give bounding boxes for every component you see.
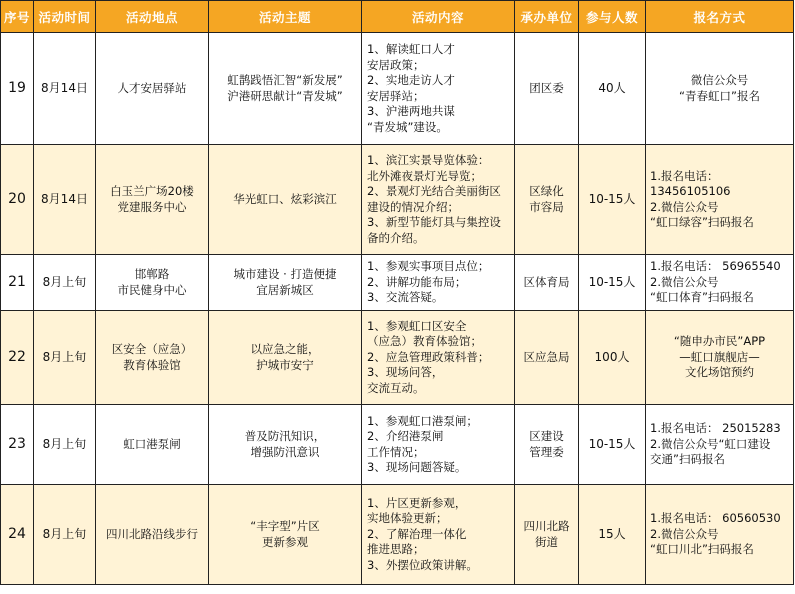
signup-line: 2.微信公众号 xyxy=(650,526,719,541)
cell-content xyxy=(362,311,515,405)
content-line: 交流互动。 xyxy=(367,380,425,395)
organizer-line: 街道 xyxy=(535,534,558,549)
cell-theme xyxy=(209,311,362,405)
location-line: 区安全（应急） xyxy=(111,342,193,356)
organizer-line: 区体育局 xyxy=(523,274,570,289)
location-line: 虹口港泵闸 xyxy=(123,436,181,451)
cell-signup xyxy=(646,405,794,485)
content-line: 北外滩夜景灯光导览； xyxy=(367,168,482,183)
location-line: 教育体验馆 xyxy=(123,357,181,372)
location-line: 党建服务中心 xyxy=(117,199,187,214)
cell-theme xyxy=(209,145,362,255)
location-line: 白玉兰广场20楼 xyxy=(110,184,194,198)
header-organizer: 承办单位 xyxy=(515,1,579,33)
content-line: 3、沪港两地共谋 xyxy=(367,104,455,118)
cell-signup xyxy=(646,33,794,145)
table-body xyxy=(1,33,794,585)
signup-line: 2.微信公众号“虹口建设 xyxy=(650,436,771,451)
cell-theme xyxy=(209,33,362,145)
cell-content xyxy=(362,255,515,311)
signup-line: “虹口体育”扫码报名 xyxy=(650,290,754,305)
cell-participants: 10-15人 xyxy=(579,145,646,255)
table-row xyxy=(1,405,794,485)
cell-signup xyxy=(646,145,794,255)
cell-signup xyxy=(646,311,794,405)
content-line: 1、参观实事项目点位； xyxy=(367,259,490,274)
signup-line: 1.报名电话： 60560530 xyxy=(650,511,781,526)
cell-signup xyxy=(646,255,794,311)
signup-line: “青春虹口”报名 xyxy=(679,88,760,103)
organizer-line: 管理委 xyxy=(529,444,564,459)
theme-line: 更新参观 xyxy=(262,534,308,549)
table-row xyxy=(1,311,794,405)
cell-participants: 100人 xyxy=(579,311,646,405)
content-line: （应急）教育体验馆； xyxy=(367,334,482,349)
cell-organizer xyxy=(515,311,579,405)
organizer-line: 区绿化 xyxy=(529,184,564,198)
cell-participants: 15人 xyxy=(579,485,646,585)
content-line: 3、现场问答， xyxy=(367,365,444,380)
content-line: 1、参观虹口区安全 xyxy=(367,318,467,333)
cell-seq: 19 xyxy=(1,33,34,145)
organizer-line: 市容局 xyxy=(529,199,564,214)
content-line: 备的介绍。 xyxy=(367,230,425,245)
cell-seq: 24 xyxy=(1,485,34,585)
signup-line: 1.报名电话： 56965540 xyxy=(650,259,781,274)
cell-content xyxy=(362,485,515,585)
theme-line: 宜居新城区 xyxy=(256,282,314,297)
content-line: 2、了解治理一体化 xyxy=(367,526,467,541)
signup-line: “虹口川北”扫码报名 xyxy=(650,542,754,557)
header-location: 活动地点 xyxy=(96,1,209,33)
theme-line: 沪港研思献计“青发城” xyxy=(227,88,343,103)
theme-line: 华光虹口、炫彩滨江 xyxy=(233,191,337,206)
cell-organizer xyxy=(515,33,579,145)
content-line: 建设的情况介绍； xyxy=(367,199,459,214)
cell-date: 8月上旬 xyxy=(34,485,96,585)
theme-line: 虹鹊践悟汇智“新发展” xyxy=(227,73,343,87)
cell-date: 8月14日 xyxy=(34,145,96,255)
organizer-line: 区应急局 xyxy=(523,349,570,364)
signup-line: —虹口旗舰店— xyxy=(679,349,760,364)
cell-content xyxy=(362,145,515,255)
content-line: 实地体验更新； xyxy=(367,511,448,526)
cell-organizer xyxy=(515,255,579,311)
cell-theme xyxy=(209,485,362,585)
signup-line: 2.微信公众号 xyxy=(650,274,719,289)
header-participants: 参与人数 xyxy=(579,1,646,33)
header-seq: 序号 xyxy=(1,1,34,33)
cell-date: 8月14日 xyxy=(34,33,96,145)
cell-theme xyxy=(209,405,362,485)
content-line: 2、讲解功能布局； xyxy=(367,274,467,289)
cell-location xyxy=(96,255,209,311)
cell-participants: 40人 xyxy=(579,33,646,145)
content-line: 2、实地走访人才 xyxy=(367,73,455,87)
location-line: 人才安居驿站 xyxy=(117,80,187,95)
header-theme: 活动主题 xyxy=(209,1,362,33)
header-content: 活动内容 xyxy=(362,1,515,33)
signup-line: 文化场馆预约 xyxy=(685,365,754,380)
content-line: 安居驿站； xyxy=(367,88,425,103)
header-signup: 报名方式 xyxy=(646,1,794,33)
table-header-row xyxy=(1,1,794,33)
cell-organizer xyxy=(515,405,579,485)
table-row xyxy=(1,33,794,145)
cell-location xyxy=(96,405,209,485)
signup-line: 交通”扫码报名 xyxy=(650,452,725,467)
cell-content xyxy=(362,33,515,145)
content-line: 2、介绍港泵闸 xyxy=(367,429,444,443)
location-line: 邯郸路 xyxy=(134,267,170,281)
content-line: 3、交流答疑。 xyxy=(367,290,444,305)
signup-line: 2.微信公众号 xyxy=(650,199,719,214)
content-line: 1、参观虹口港泵闸； xyxy=(367,413,478,428)
cell-location xyxy=(96,33,209,145)
cell-location xyxy=(96,311,209,405)
cell-seq: 21 xyxy=(1,255,34,311)
cell-organizer xyxy=(515,145,579,255)
cell-signup xyxy=(646,485,794,585)
signup-line: “随申办市民”APP xyxy=(673,334,766,349)
cell-participants: 10-15人 xyxy=(579,255,646,311)
content-line: 工作情况； xyxy=(367,444,425,459)
signup-line: 微信公众号 xyxy=(690,73,749,87)
signup-line: 1.报名电话： xyxy=(650,168,719,183)
signup-line: 13456105106 xyxy=(650,184,731,198)
cell-date: 8月上旬 xyxy=(34,405,96,485)
content-line: “青发城”建设。 xyxy=(367,119,448,134)
cell-theme xyxy=(209,255,362,311)
signup-line: “虹口绿容”扫码报名 xyxy=(650,215,754,229)
signup-line: 1.报名电话： 25015283 xyxy=(650,421,781,436)
cell-location xyxy=(96,145,209,255)
table-row xyxy=(1,255,794,311)
theme-line: 以应急之能， xyxy=(250,342,320,356)
content-line: 3、新型节能灯具与集控设 xyxy=(367,215,501,229)
theme-line: 护城市安宁 xyxy=(256,357,314,372)
content-line: 1、滨江实景导览体验： xyxy=(367,153,490,167)
content-line: 2、应急管理政策科普； xyxy=(367,349,490,364)
organizer-line: 区建设 xyxy=(529,429,564,443)
theme-line: 增强防汛意识 xyxy=(250,444,320,459)
theme-line: “丰字型”片区 xyxy=(250,519,320,533)
cell-date: 8月上旬 xyxy=(34,255,96,311)
table-row xyxy=(1,145,794,255)
cell-date: 8月上旬 xyxy=(34,311,96,405)
cell-seq: 20 xyxy=(1,145,34,255)
content-line: 安居政策； xyxy=(367,57,425,72)
cell-seq: 22 xyxy=(1,311,34,405)
content-line: 3、外摆位政策讲解。 xyxy=(367,557,478,572)
organizer-line: 四川北路 xyxy=(523,519,570,533)
content-line: 1、解读虹口人才 xyxy=(367,42,455,56)
content-line: 2、景观灯光结合美丽街区 xyxy=(367,184,501,198)
cell-organizer xyxy=(515,485,579,585)
content-line: 推进思路； xyxy=(367,542,425,557)
cell-seq: 23 xyxy=(1,405,34,485)
theme-line: 普及防汛知识， xyxy=(244,429,326,443)
cell-location xyxy=(96,485,209,585)
header-date: 活动时间 xyxy=(34,1,96,33)
content-line: 3、现场问题答疑。 xyxy=(367,460,467,474)
cell-content xyxy=(362,405,515,485)
cell-participants: 10-15人 xyxy=(579,405,646,485)
content-line: 1、片区更新参观， xyxy=(367,495,467,510)
location-line: 四川北路沿线步行 xyxy=(106,526,198,541)
location-line: 市民健身中心 xyxy=(117,282,187,297)
table-row xyxy=(1,485,794,585)
organizer-line: 团区委 xyxy=(529,80,564,95)
theme-line: 城市建设 · 打造便捷 xyxy=(233,267,337,281)
